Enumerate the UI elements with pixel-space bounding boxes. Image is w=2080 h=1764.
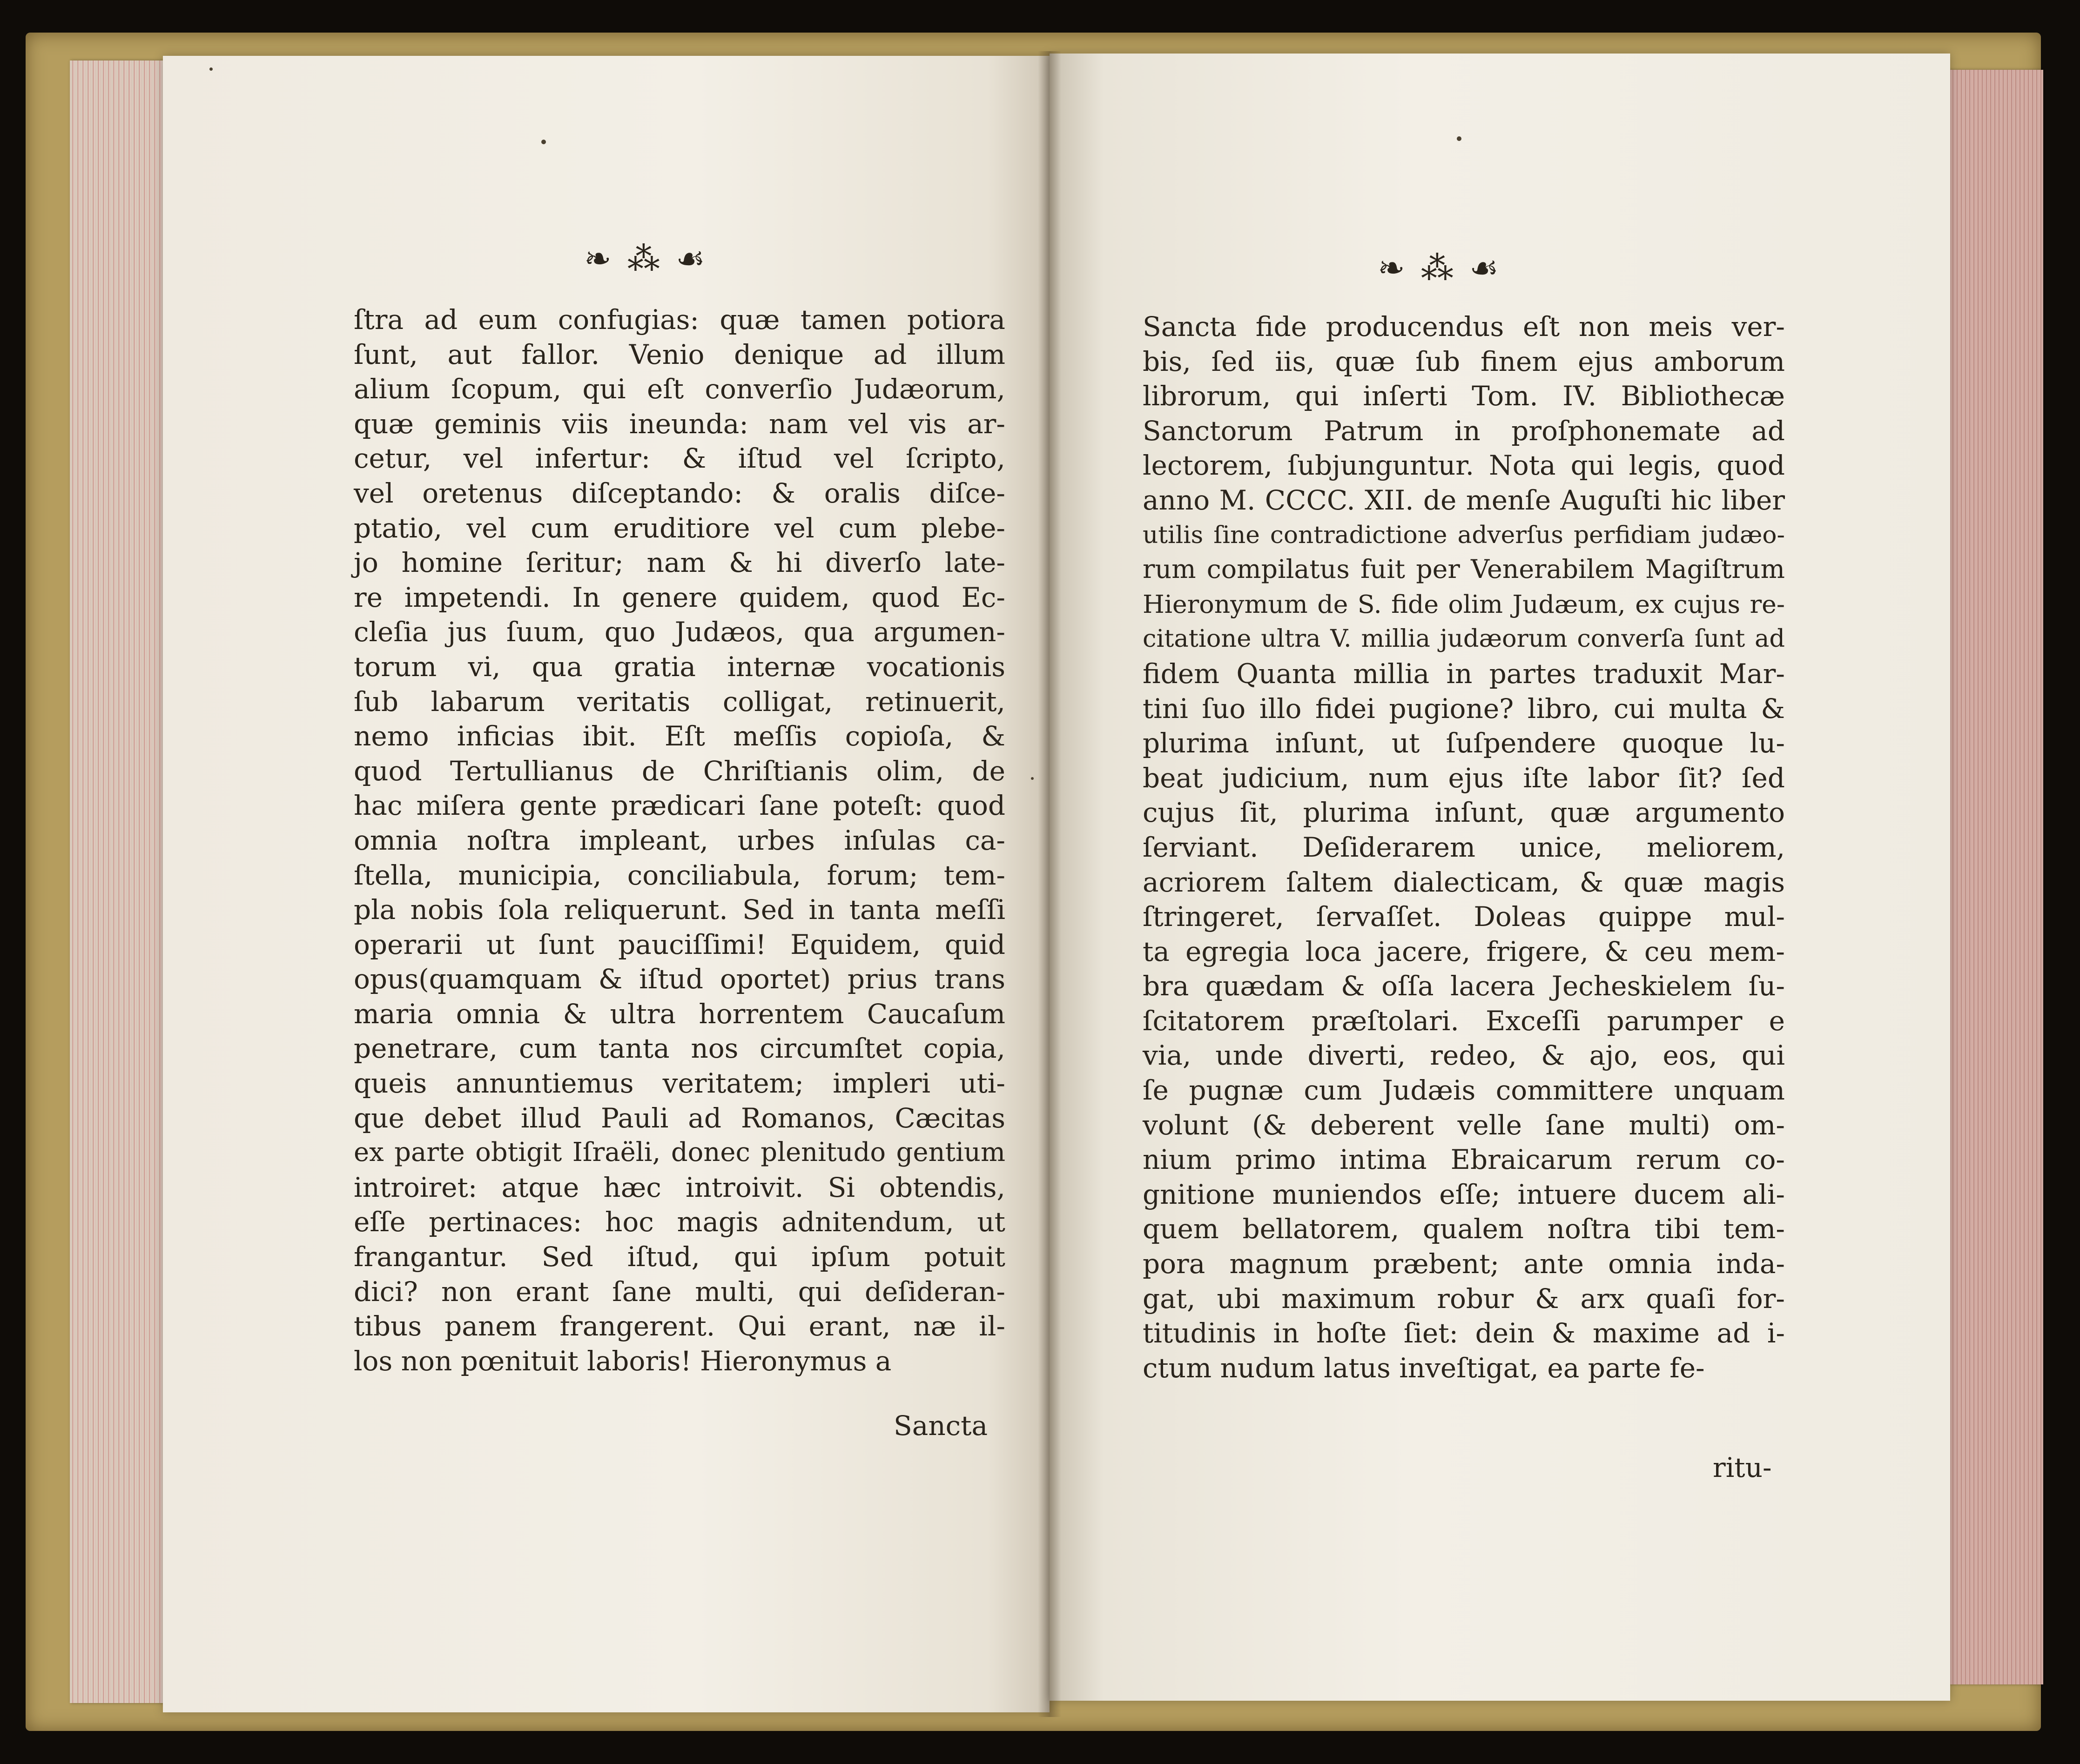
text-line: quæ geminis viis ineunda: nam vel vis ar-: [354, 408, 1005, 440]
left-page-edges: [70, 60, 170, 1703]
text-line: ſerviant. Deſiderarem unice, meliorem,: [1143, 831, 1785, 863]
text-line: hac miſera gente prædicari ſane poteſt: quod: [354, 790, 1005, 822]
text-line: penetrare, cum tanta nos circumſtet copia,: [354, 1033, 1005, 1065]
text-line: cleſia jus ſuum, quo Judæos, qua argumen-: [354, 616, 1005, 648]
right-headpiece-ornament: ❧ ⁂ ☙: [1378, 249, 1501, 287]
text-line: via, unde diverti, redeo, & ajo, eos, qui: [1143, 1040, 1785, 1072]
text-line: nemo inficias ibit. Eſt meſſis copioſa, &: [354, 720, 1005, 752]
text-line: Sancta fide producendus eſt non meis ver-: [1143, 311, 1785, 342]
left-catchword: Sancta: [894, 1410, 988, 1442]
paper-speck: [1031, 777, 1034, 780]
text-line: ctum nudum latus inveſtigat, ea parte fe-: [1143, 1352, 1705, 1384]
text-line: gat, ubi maximum robur & arx quaſi for-: [1143, 1282, 1785, 1315]
text-line: citatione ultra V. millia judæorum converſa ſunt ad: [1143, 624, 1785, 653]
text-line: ſcitatorem præſtolari. Exceſſi parumper e: [1143, 1005, 1785, 1037]
text-line: gnitione muniendos eſſe; intuere ducem ali-: [1143, 1178, 1785, 1210]
text-line: pla nobis ſola reliquerunt. Sed in tanta meſſi: [354, 894, 1005, 926]
left-headpiece-ornament: ❧ ⁂ ☙: [584, 240, 708, 278]
text-line: quem bellatorem, qualem noſtra tibi tem-: [1143, 1213, 1785, 1245]
text-line: pora magnum præbent; ante omnia inda-: [1143, 1248, 1785, 1280]
text-line: lectorem, ſubjunguntur. Nota qui legis, quod: [1143, 449, 1785, 482]
book-gutter: [1038, 51, 1061, 1717]
text-line: ſunt, aut fallor. Venio denique ad illum: [354, 338, 1005, 370]
text-line: torum vi, qua gratia internæ vocationis: [354, 651, 1005, 683]
right-catchword: ritu-: [1713, 1452, 1772, 1483]
left-page-text: [354, 302, 1005, 1378]
text-line: Sanctorum Patrum in proſphonemate ad: [1143, 415, 1785, 447]
text-line: introiret: atque hæc introivit. Si obtendis,: [354, 1171, 1005, 1203]
paper-speck: [541, 140, 546, 144]
text-line: Hieronymum de S. fide olim Judæum, ex cujus re-: [1143, 589, 1785, 619]
right-page-text: [1143, 309, 1785, 1385]
text-line: alium ſcopum, qui eſt converſio Judæorum,: [354, 373, 1005, 405]
text-line: ſe pugnæ cum Judæis committere unquam: [1143, 1074, 1785, 1107]
text-line: volunt (& deberent velle ſane multi) om-: [1143, 1109, 1785, 1141]
text-line: titudinis in hoſte ſiet: dein & maxime ad i-: [1143, 1317, 1785, 1349]
paper-speck: [209, 67, 213, 71]
text-line: nium primo intima Ebraicarum rerum co-: [1143, 1144, 1785, 1176]
text-line: fidem Quanta millia in partes traduxit Mar-: [1143, 657, 1785, 690]
right-page-edges: [1950, 70, 2043, 1684]
text-line: re impetendi. In genere quidem, quod Ec-: [354, 581, 1005, 613]
text-line: ptatio, vel cum eruditiore vel cum plebe-: [354, 512, 1005, 544]
text-line: frangantur. Sed iſtud, qui ipſum potuit: [354, 1241, 1005, 1273]
text-line: opus(quamquam & iſtud oportet) prius trans: [354, 963, 1005, 995]
text-line: tibus panem frangerent. Qui erant, næ il-: [354, 1310, 1005, 1342]
text-line: vel oretenus diſceptando: & oralis diſce-: [354, 477, 1005, 509]
text-line: quod Tertullianus de Chriſtianis olim, de: [354, 755, 1005, 787]
text-line: ſub labarum veritatis colligat, retinuerit,: [354, 685, 1005, 718]
text-line: maria omnia & ultra horrentem Caucaſum: [354, 998, 1005, 1030]
text-line: dici? non erant ſane multi, qui deſideran-: [354, 1275, 1005, 1308]
paper-speck: [1457, 136, 1461, 141]
text-line: operarii ut ſunt pauciſſimi! Equidem, quid: [354, 928, 1005, 960]
text-line: ſtella, municipia, conciliabula, forum; tem-: [354, 859, 1005, 891]
text-line: jo homine ſeritur; nam & hi diverſo late-: [354, 547, 1005, 579]
text-line: anno M. CCCC. XII. de menſe Auguſti hic liber: [1143, 484, 1785, 516]
text-line: utilis ſine contradictione adverſus perfidiam judæo-: [1143, 521, 1785, 549]
text-line: cujus ſit, plurima inſunt, quæ argumento: [1143, 797, 1785, 829]
text-line: ſtringeret, ſervaſſet. Doleas quippe mul-: [1143, 901, 1785, 933]
text-line: queis annuntiemus veritatem; impleri uti-: [354, 1067, 1005, 1100]
text-line: cetur, vel infertur: & iſtud vel ſcripto,: [354, 443, 1005, 475]
text-line: los non pœnituit laboris! Hieronymus a: [354, 1345, 892, 1377]
text-line: ex parte obtigit Iſraëli, donec plenitudo gentium: [354, 1137, 1005, 1168]
text-line: librorum, qui inſerti Tom. IV. Bibliothecæ: [1143, 380, 1785, 412]
text-line: bis, ſed iis, quæ ſub finem ejus amborum: [1143, 345, 1785, 377]
text-line: omnia noſtra impleant, urbes inſulas ca-: [354, 824, 1005, 856]
text-line: acriorem ſaltem dialecticam, & quæ magis: [1143, 866, 1785, 898]
text-line: tini ſuo illo fidei pugione? libro, cui multa &: [1143, 692, 1785, 724]
text-line: beat judicium, num ejus iſte labor ſit? ſed: [1143, 762, 1785, 794]
text-line: plurima inſunt, ut ſuſpendere quoque lu-: [1143, 727, 1785, 759]
text-line: bra quædam & oſſa lacera Jecheskielem ſu-: [1143, 970, 1785, 1002]
text-line: ta egregia loca jacere, frigere, & ceu mem-: [1143, 935, 1785, 967]
text-line: que debet illud Pauli ad Romanos, Cæcitas: [354, 1102, 1005, 1134]
text-line: rum compilatus fuit per Venerabilem Magiſtrum: [1143, 555, 1785, 585]
text-line: eſſe pertinaces: hoc magis adnitendum, ut: [354, 1206, 1005, 1238]
text-line: ſtra ad eum confugias: quæ tamen potiora: [354, 304, 1005, 335]
